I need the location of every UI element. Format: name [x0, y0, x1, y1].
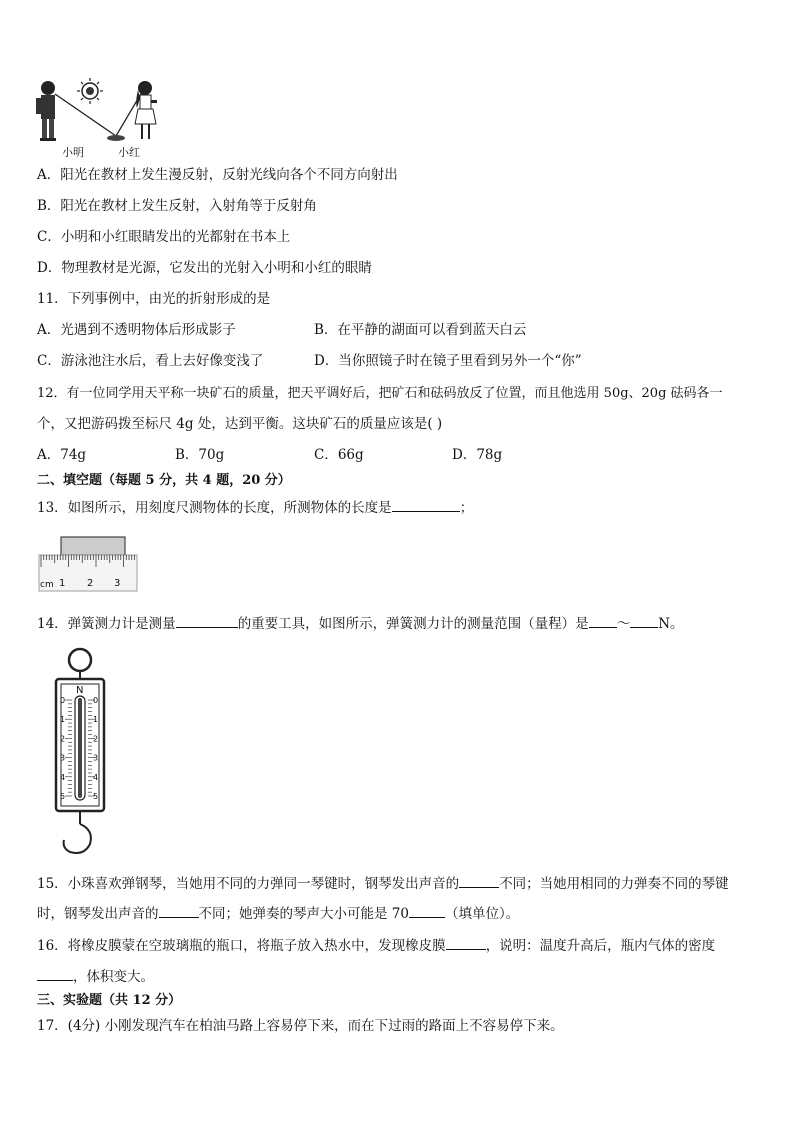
q15-line1 [37, 874, 729, 893]
q12-option-c: C．66g [314, 447, 364, 463]
section-fill-in-title: 二、填空题（每题 5 分，共 4 题，20 分） [37, 473, 291, 488]
scale-number: 1 [60, 715, 66, 725]
scale-pointer [78, 698, 82, 798]
scale-hook [64, 824, 91, 853]
q13-stem [37, 498, 473, 517]
q12-option-a: A．74g [37, 447, 87, 463]
q15-text-3: 时，钢琴发出声音的 [37, 906, 159, 922]
q15-text-2: 不同；当她用相同的力弹奏不同的琴键 [499, 876, 729, 892]
scale-number: 5 [93, 792, 99, 801]
q14-text-3: ～ [616, 616, 631, 632]
q15-blank-2[interactable] [159, 904, 199, 918]
q10-option-c: C．小明和小红眼睛发出的光都射在书本上 [37, 229, 291, 245]
q11-stem: 11．下列事例中，由光的折射形成的是 [37, 291, 271, 307]
q16-blank-1[interactable] [446, 936, 486, 950]
q16-text-2: ，说明：温度升高后，瓶内气体的密度 [485, 938, 716, 954]
scale-top-ring [69, 649, 91, 671]
sun-icon [77, 78, 103, 104]
q10-option-d: D．物理教材是光源，它发出的光射入小明和小红的眼睛 [37, 260, 372, 276]
q14-blank-2[interactable] [589, 614, 617, 628]
q12-option-d: D．78g [452, 447, 503, 463]
scale-number: 2 [60, 734, 66, 744]
book-icon [107, 135, 125, 141]
q13-end: ； [459, 500, 474, 516]
q14-text-1: 14．弹簧测力计是测量 [37, 616, 176, 632]
q15-line2 [37, 904, 519, 923]
q14-text-4: N。 [658, 616, 684, 632]
ruler-figure [37, 531, 139, 593]
ruler-tick-2: 2 [87, 578, 94, 589]
ruler-tick-3: 3 [114, 578, 121, 589]
q16-text-3: ，体积变大。 [73, 969, 154, 985]
scale-number: 1 [93, 715, 99, 725]
q10-option-a: A．阳光在教材上发生漫反射，反射光线向各个不同方向射出 [37, 167, 398, 183]
scale-unit-label: N [76, 685, 84, 696]
q15-text-5: （填单位）。 [444, 906, 520, 922]
scale-number: 3 [60, 753, 66, 763]
q10-option-b: B．阳光在教材上发生反射，入射角等于反射角 [37, 198, 317, 214]
q14-blank-1[interactable] [176, 614, 238, 628]
q17-stem: 17．(4分) 小刚发现汽车在柏油马路上容易停下来，而在下过雨的路面上不容易停下来。 [37, 1018, 564, 1034]
label-xiaohong: 小红 [118, 146, 140, 159]
scale-number: 4 [60, 772, 66, 782]
ruler-tick-1: 1 [59, 578, 66, 589]
scale-number: 3 [93, 753, 99, 763]
q16-blank-2[interactable] [37, 967, 73, 981]
q16-line1 [37, 936, 715, 955]
q11-option-d: D．当你照镜子时在镜子里看到另外一个“你” [314, 353, 582, 369]
reflection-figure [34, 76, 169, 160]
q15-blank-3[interactable] [409, 904, 445, 918]
label-xiaoming: 小明 [62, 146, 84, 159]
q11-option-c: C．游泳池注水后，看上去好像变浅了 [37, 353, 264, 369]
section-experiment-title: 三、实验题（共 12 分） [37, 993, 182, 1008]
scale-number: 5 [60, 792, 66, 801]
q12-stem-line2: 个，又把游码拨至标尺 4g 处，达到平衡。这块矿石的质量应该是( ) [37, 416, 443, 432]
measured-block [61, 537, 125, 555]
q16-text-1: 16．将橡皮膜蒙在空玻璃瓶的瓶口，将瓶子放入热水中，发现橡皮膜 [37, 938, 446, 954]
scale-number: 0 [60, 696, 66, 705]
q13-blank[interactable] [392, 498, 460, 512]
girl-figure [135, 81, 157, 139]
q12-option-b: B．70g [175, 447, 225, 463]
q15-blank-1[interactable] [459, 874, 499, 888]
q15-text-4: 不同；她弹奏的琴声大小可能是 70 [198, 906, 409, 922]
scale-number: 4 [93, 772, 99, 782]
q15-text-1: 15．小珠喜欢弹钢琴，当她用不同的力弹同一琴键时，钢琴发出声音的 [37, 876, 460, 892]
q12-stem-line1: 12．有一位同学用天平称一块矿石的质量，把天平调好后，把矿石和砝码放反了位置，而且他选用 50g、20g 砝码各一 [37, 386, 723, 401]
q14-text-2: 的重要工具，如图所示，弹簧测力计的测量范围（量程）是 [237, 616, 589, 632]
q14-stem [37, 614, 684, 633]
scale-number: 0 [93, 696, 99, 705]
q16-line2 [37, 967, 154, 986]
scale-number: 2 [93, 734, 99, 744]
q11-option-a: A．光遇到不透明物体后形成影子 [37, 322, 236, 338]
q14-blank-3[interactable] [630, 614, 658, 628]
q11-option-b: B．在平静的湖面可以看到蓝天白云 [314, 322, 527, 338]
boy-figure [36, 81, 56, 141]
spring-scale-figure [52, 646, 112, 860]
ruler-unit-label: cm [40, 580, 54, 590]
q13-text: 13．如图所示，用刻度尺测物体的长度，所测物体的长度是 [37, 500, 392, 516]
